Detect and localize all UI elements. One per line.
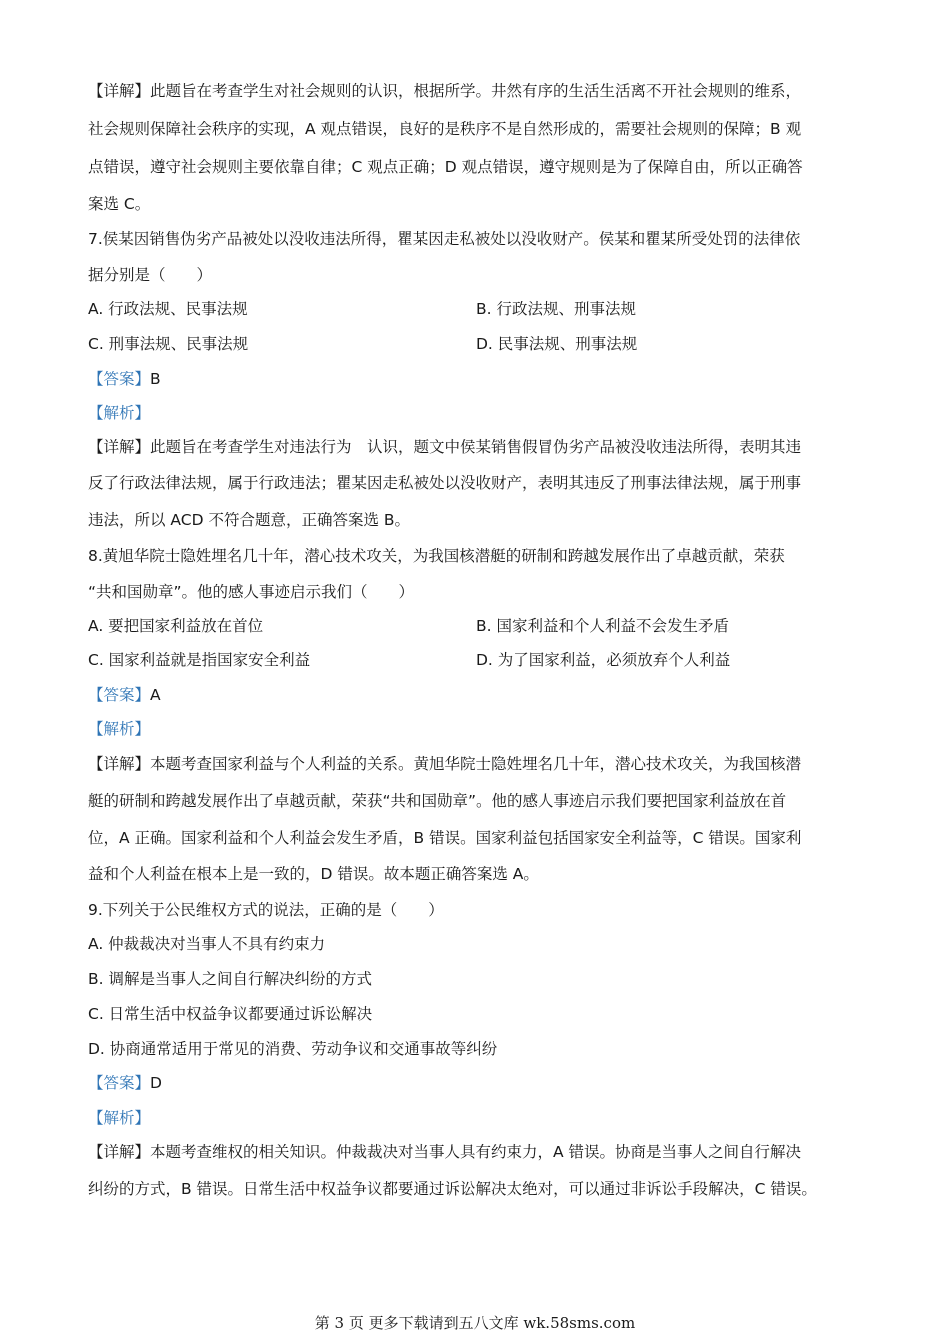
q8-answer bbox=[88, 684, 878, 706]
q9-option-d: D. 协商通常适用于常见的消费、劳动争议和交通事故等纠纷 bbox=[88, 1040, 498, 1058]
q7-detail-line-1: 【详解】此题旨在考查学生对违法行为 认识，题文中侯某销售假冒伪劣产品被没收违法所得，表明其违 bbox=[88, 438, 802, 456]
page-footer: 第 3 页 更多下载请到五八文库 wk.58sms.com bbox=[314, 1314, 636, 1332]
q6-detail-line-1: 【详解】此题旨在考查学生对社会规则的认识，根据所学。井然有序的生活生活离不开社会规则的维系， bbox=[88, 82, 802, 100]
q8-option-b: B. 国家利益和个人利益不会发生矛盾 bbox=[476, 617, 729, 635]
q8-analysis-tag: 【解析】 bbox=[88, 720, 151, 738]
answer-value: D bbox=[150, 1074, 162, 1092]
q6-detail-line-4: 案选 C。 bbox=[88, 195, 151, 213]
q7-option-c: C. 刑事法规、民事法规 bbox=[88, 335, 249, 353]
q7-answer bbox=[88, 368, 878, 390]
q6-detail-line-2: 社会规则保障社会秩序的实现，A 观点错误，良好的是秩序不是自然形成的，需要社会规则的保障；B 观 bbox=[88, 120, 802, 138]
q7-stem-line-2: 据分别是（ ） bbox=[88, 266, 213, 284]
q9-detail-line-1: 【详解】本题考查维权的相关知识。仲裁裁决对当事人具有约束力，A 错误。协商是当事人之间自行解决 bbox=[88, 1143, 802, 1161]
answer-value: B bbox=[150, 370, 161, 388]
q8-detail-line-4: 益和个人利益在根本上是一致的，D 错误。故本题正确答案选 A。 bbox=[88, 865, 539, 883]
q8-stem-line-2: “共和国勋章”。他的感人事迹启示我们（ ） bbox=[88, 583, 415, 601]
q8-detail-line-3: 位，A 正确。国家利益和个人利益会发生矛盾，B 错误。国家利益包括国家安全利益等，C 错误。国家利 bbox=[88, 829, 802, 847]
q9-option-c: C. 日常生活中权益争议都要通过诉讼解决 bbox=[88, 1005, 373, 1023]
q6-detail-line-3: 点错误，遵守社会规则主要依靠自律；C 观点正确；D 观点错误，遵守规则是为了保障自由，所以正确答 bbox=[88, 158, 803, 176]
q8-stem-line-1: 8.黄旭华院士隐姓埋名几十年，潜心技术攻关，为我国核潜艇的研制和跨越发展作出了卓越贡献，荣获 bbox=[88, 547, 785, 565]
q9-analysis-tag: 【解析】 bbox=[88, 1109, 151, 1127]
q8-option-d: D. 为了国家利益，必须放弃个人利益 bbox=[476, 651, 731, 669]
q8-detail-line-1: 【详解】本题考查国家利益与个人利益的关系。黄旭华院士隐姓埋名几十年，潜心技术攻关，为我国核潜 bbox=[88, 755, 802, 773]
q7-option-a: A. 行政法规、民事法规 bbox=[88, 300, 248, 318]
answer-tag: 【答案】 bbox=[88, 686, 151, 704]
answer-value: A bbox=[150, 686, 161, 704]
q8-option-a: A. 要把国家利益放在首位 bbox=[88, 617, 264, 635]
q7-stem-line-1: 7.侯某因销售伪劣产品被处以没收违法所得，瞿某因走私被处以没收财产。侯某和瞿某所受处罚的法律依 bbox=[88, 230, 801, 248]
answer-tag: 【答案】 bbox=[88, 1074, 151, 1092]
q7-option-d: D. 民事法规、刑事法规 bbox=[476, 335, 638, 353]
q7-detail-line-3: 违法，所以 ACD 不符合题意，正确答案选 B。 bbox=[88, 511, 411, 529]
q9-answer bbox=[88, 1072, 878, 1094]
q7-detail-line-2: 反了行政法律法规，属于行政违法；瞿某因走私被处以没收财产，表明其违反了刑事法律法规，属于刑事 bbox=[88, 474, 802, 492]
q7-option-b: B. 行政法规、刑事法规 bbox=[476, 300, 636, 318]
q8-detail-line-2: 艇的研制和跨越发展作出了卓越贡献，荣获“共和国勋章”。他的感人事迹启示我们要把国家利益放在首 bbox=[88, 792, 787, 810]
answer-tag: 【答案】 bbox=[88, 370, 151, 388]
q9-detail-line-2: 纠纷的方式，B 错误。日常生活中权益争议都要通过诉讼解决太绝对，可以通过非诉讼手段解决，C 错误。 bbox=[88, 1180, 817, 1198]
q7-analysis-tag: 【解析】 bbox=[88, 404, 151, 422]
q9-stem-line-1: 9.下列关于公民维权方式的说法，正确的是（ ） bbox=[88, 901, 444, 919]
q9-option-a: A. 仲裁裁决对当事人不具有约束力 bbox=[88, 935, 326, 953]
q9-option-b: B. 调解是当事人之间自行解决纠纷的方式 bbox=[88, 970, 372, 988]
q8-option-c: C. 国家利益就是指国家安全利益 bbox=[88, 651, 311, 669]
